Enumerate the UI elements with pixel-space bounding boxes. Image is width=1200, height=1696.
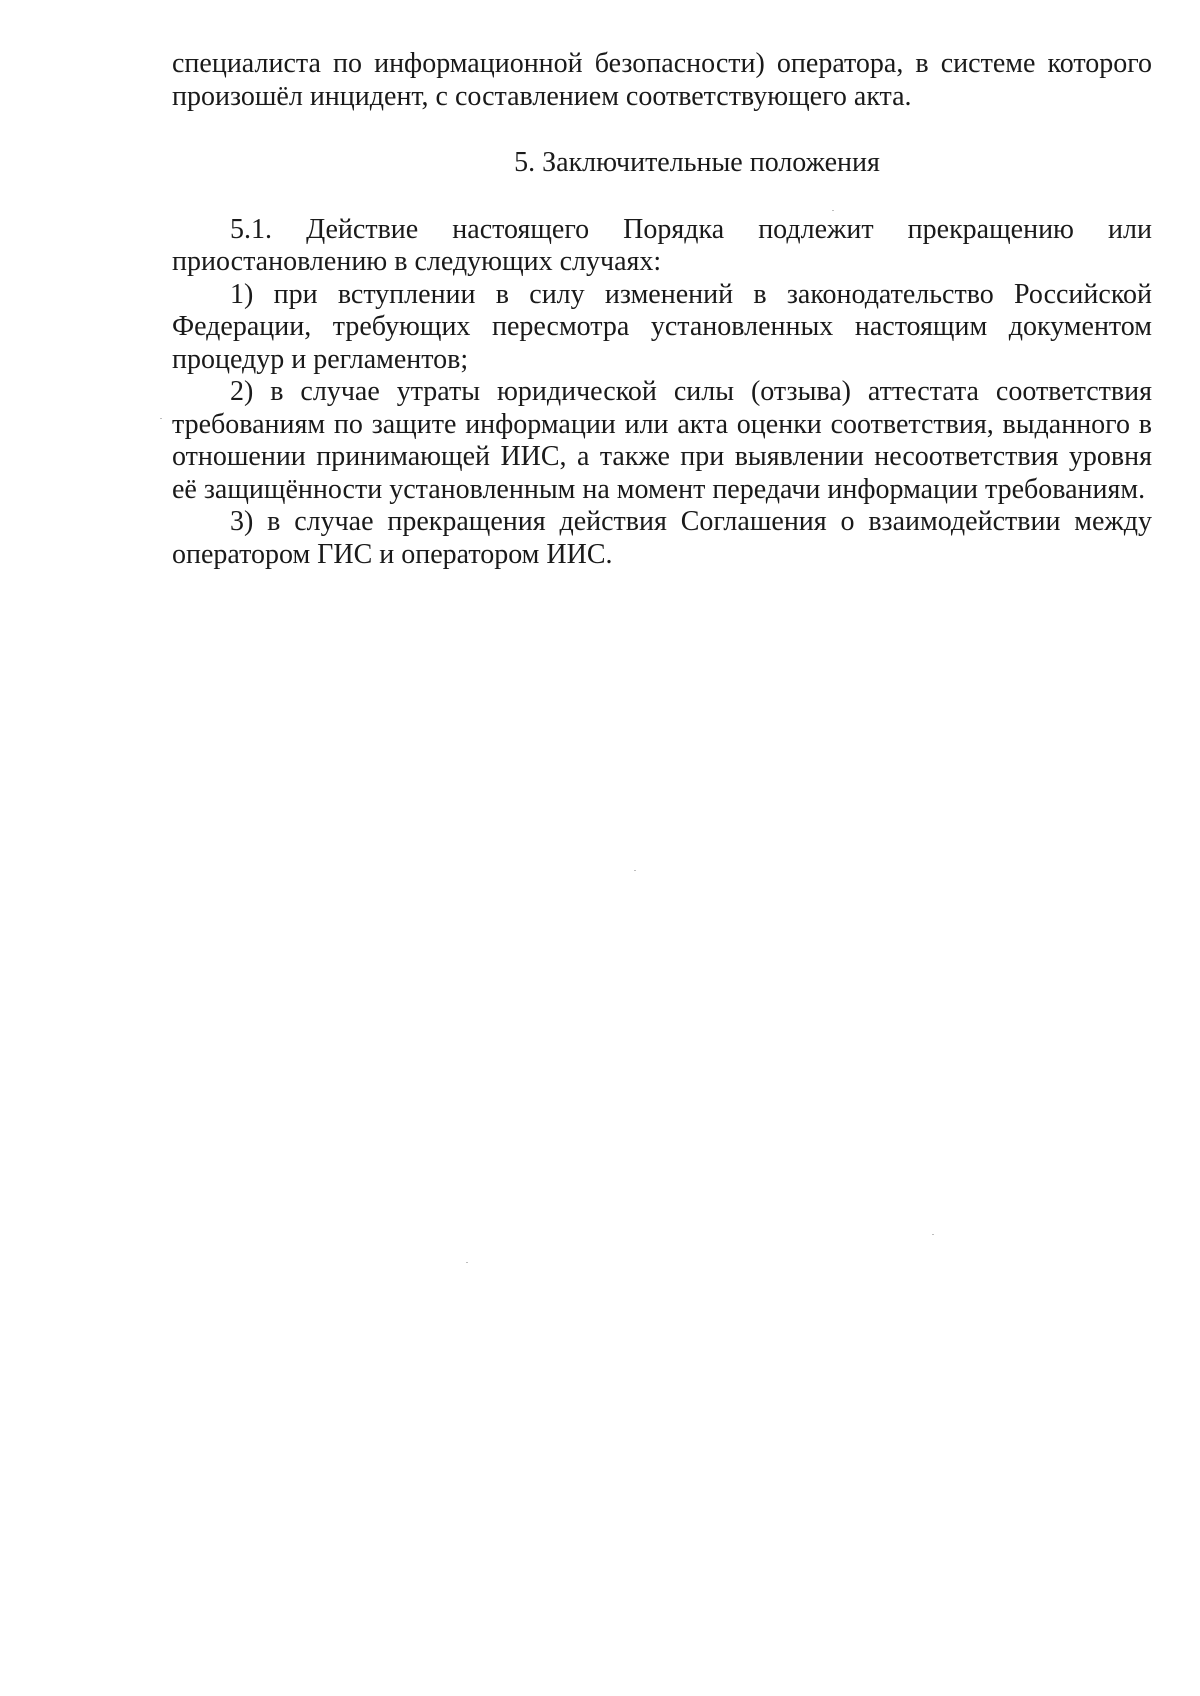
scan-speck (832, 210, 834, 211)
scan-speck (932, 1234, 934, 1235)
clause-item-2: 2) в случае утраты юридической силы (отзыва) аттестата соответствия требованиям по защите информации или акта оценки соответствия, выданного в отношении принимающей ИИС, а также при выявлении несоответствия уровня её защищённости установленным на момент передачи информации требованиям. (172, 376, 1152, 505)
clause-5-1: 5.1. Действие настоящего Порядка подлежит прекращению или приостановлению в следующих случаях: (172, 213, 1152, 277)
section-heading: 5. Заключительные положения (514, 147, 880, 178)
continuation-paragraph: специалиста по информационной безопасности) оператора, в системе которого произошёл инцидент, с составлением соответствующего акта. (172, 48, 1152, 112)
scan-speck (466, 1262, 468, 1263)
document-body (172, 48, 1152, 571)
clause-item-3: 3) в случае прекращения действия Соглашения о взаимодействии между оператором ГИС и оператором ИИС. (172, 506, 1152, 570)
scan-speck (634, 870, 636, 871)
clause-item-1: 1) при вступлении в силу изменений в законодательство Российской Федерации, требующих пересмотра установленных настоящим документом процедур и регламентов; (172, 278, 1152, 375)
scan-speck (160, 418, 162, 419)
